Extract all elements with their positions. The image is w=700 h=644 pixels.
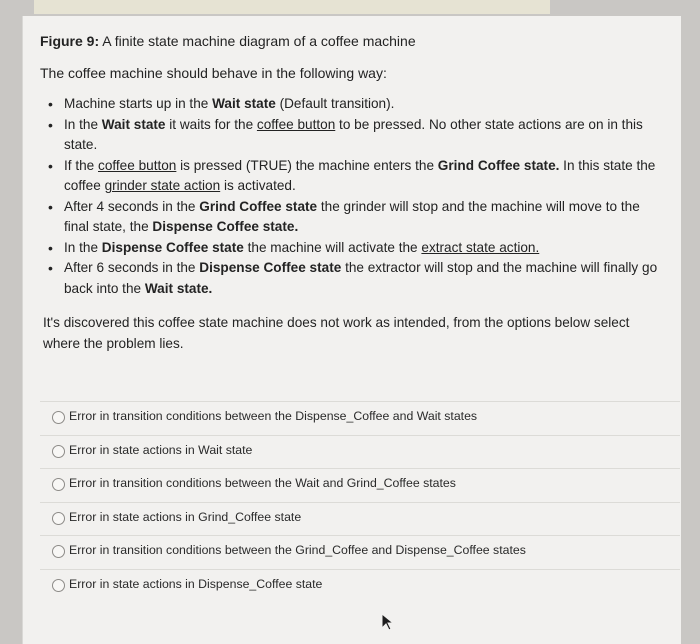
- bullet-icon: •: [48, 157, 53, 174]
- answer-option-label: Error in state actions in Grind_Coffee state: [69, 509, 302, 524]
- figure-caption: [40, 33, 416, 49]
- answer-option[interactable]: [40, 502, 680, 535]
- answer-option-label: Error in transition conditions between the Dispense_Coffee and Wait states: [69, 409, 478, 423]
- radio-button[interactable]: [52, 545, 65, 558]
- figure-caption-text: A finite state machine diagram of a coffee machine: [99, 33, 416, 49]
- rule-text: In this state the coffee: [64, 157, 656, 193]
- answer-option[interactable]: [40, 435, 680, 468]
- figure-caption-label: Figure 9:: [40, 33, 100, 49]
- answer-option[interactable]: [40, 569, 680, 602]
- rule-text-bold: Grind Coffee state.: [437, 157, 560, 173]
- answer-option[interactable]: [40, 535, 680, 568]
- answer-option-label: Error in transition conditions between the Wait and Grind_Coffee states: [69, 476, 456, 490]
- radio-button[interactable]: [52, 445, 65, 458]
- rule-text-bold: Dispense Coffee state: [199, 260, 342, 275]
- bullet-icon: •: [48, 116, 53, 133]
- rule-text: is pressed (TRUE) the machine enters the: [176, 157, 438, 173]
- top-banner: [34, 0, 550, 14]
- rule-text-underlined: grinder state action: [104, 178, 221, 193]
- rule-item: [40, 197, 660, 238]
- behavior-rules-list: [40, 94, 660, 299]
- answer-option[interactable]: [40, 468, 680, 501]
- rule-text: to be pressed. No other state actions are on in this state.: [64, 116, 643, 152]
- radio-button[interactable]: [52, 478, 65, 491]
- rule-text: After 6 seconds in the: [64, 260, 200, 275]
- rule-text-bold: Dispense Coffee state: [101, 239, 244, 255]
- rule-text-bold: Wait state: [212, 96, 276, 111]
- answer-option-label: Error in transition conditions between the Grind_Coffee and Dispense_Coffee states: [69, 543, 526, 557]
- rule-text-underlined: coffee button: [256, 116, 336, 132]
- rule-text-bold: Wait state: [101, 116, 166, 132]
- rule-text: In the: [64, 239, 102, 255]
- intro-text: The coffee machine should behave in the following way:: [40, 65, 387, 81]
- answer-option-label: Error in state actions in Wait state: [69, 442, 253, 457]
- rule-text: Machine starts up in the: [64, 96, 213, 111]
- rule-text: After 4 seconds in the: [64, 198, 200, 214]
- radio-button[interactable]: [52, 579, 65, 592]
- rule-item: [40, 156, 660, 197]
- mouse-cursor-icon: [380, 612, 396, 632]
- answer-option-label: Error in state actions in Dispense_Coffee state: [69, 576, 323, 591]
- question-text: It's discovered this coffee state machine does not work as intended, from the options below select where the problem lies.: [43, 315, 630, 351]
- question-page: [22, 16, 681, 644]
- rule-text-underlined: extract state action.: [421, 239, 540, 255]
- rule-text: it waits for the: [165, 116, 257, 132]
- rule-text: is activated.: [220, 178, 296, 193]
- rule-item: [40, 258, 660, 299]
- rule-text-bold: Dispense Coffee state.: [152, 219, 299, 234]
- rule-item: [40, 238, 660, 259]
- rule-text: the machine will activate the: [243, 239, 422, 255]
- rule-text: In the: [64, 116, 102, 132]
- rule-text: (Default transition).: [275, 96, 395, 111]
- rule-text-bold: Grind Coffee state: [199, 198, 318, 214]
- rule-item: [40, 115, 660, 156]
- bullet-icon: •: [48, 239, 53, 256]
- answer-option[interactable]: [40, 401, 680, 434]
- rule-text: the extractor will stop and the machine will finally go back into the: [64, 260, 658, 296]
- bullet-icon: •: [48, 198, 53, 215]
- rule-text: the grinder will stop and the machine will move to the final state, the: [64, 198, 640, 234]
- rule-text-underlined: coffee button: [98, 157, 177, 173]
- radio-button[interactable]: [52, 512, 65, 525]
- bullet-icon: •: [48, 96, 53, 112]
- rule-text-bold: Wait state.: [144, 280, 213, 296]
- rule-text: If the: [64, 157, 99, 173]
- rule-item: [40, 94, 660, 115]
- bullet-icon: •: [48, 260, 53, 276]
- radio-button[interactable]: [52, 411, 65, 424]
